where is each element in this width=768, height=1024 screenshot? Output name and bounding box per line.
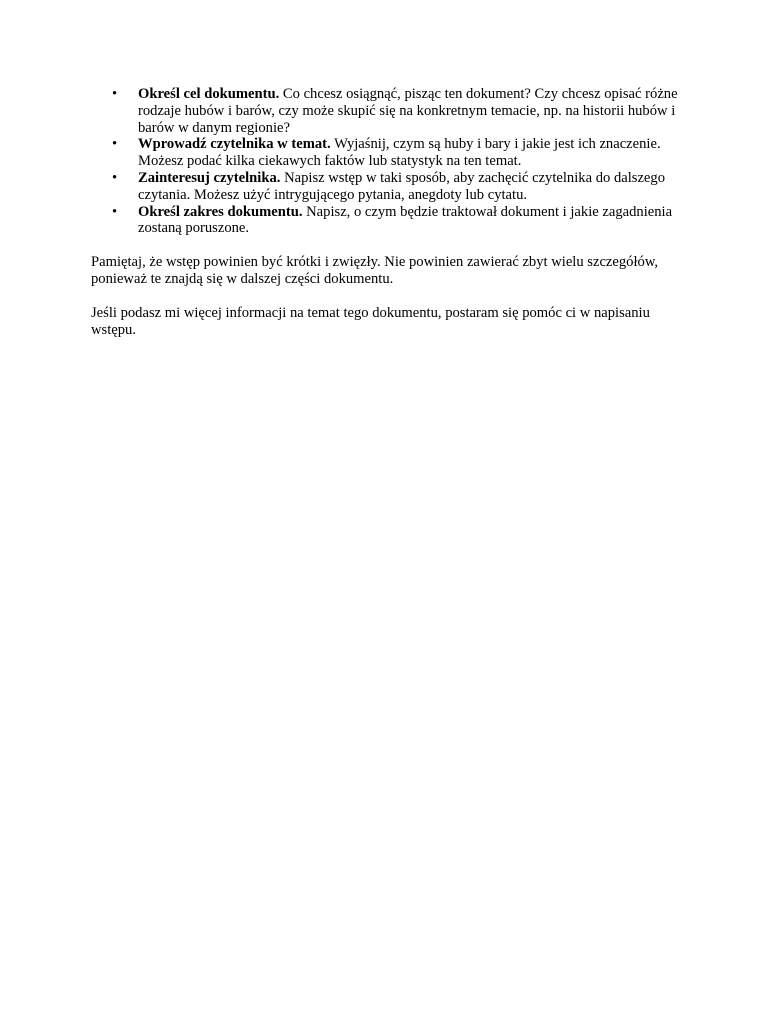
- spacer: [91, 288, 681, 305]
- bullet-icon: •: [112, 169, 118, 186]
- spacer: [91, 237, 681, 254]
- bullet-term: Określ cel dokumentu.: [138, 86, 280, 102]
- bullet-term: Określ zakres dokumentu.: [138, 203, 303, 220]
- bullet-list: [91, 86, 681, 237]
- bullet-text: Napisz wstęp w taki sposób, aby zachęcić czytelnika do dalszego czytania. Możesz użyć intrygującego pytania, anegdoty lub cytatu.: [138, 169, 666, 203]
- bullet-icon: •: [112, 136, 118, 153]
- document-page: [91, 86, 681, 338]
- bullet-text: Napisz, o czym będzie traktował dokument i jakie zagadnienia zostaną poruszone.: [138, 203, 673, 237]
- list-item: [91, 170, 681, 204]
- bullet-term: Wprowadź czytelnika w temat.: [138, 136, 331, 153]
- bullet-text: Wyjaśnij, czym są huby i bary i jakie jest ich znaczenie. Możesz podać kilka ciekawych faktów lub statystyk na ten temat.: [138, 136, 661, 170]
- paragraph-reminder: Pamiętaj, że wstęp powinien być krótki i zwięzły. Nie powinien zawierać zbyt wielu szczegółów, ponieważ te znajdą się w dalszej części dokumentu.: [91, 254, 659, 287]
- list-item: [91, 204, 681, 238]
- list-item: [91, 86, 681, 136]
- list-item: [91, 136, 681, 170]
- paragraph-offer: Jeśli podasz mi więcej informacji na temat tego dokumentu, postaram się pomóc ci w napisaniu wstępu.: [91, 304, 650, 338]
- bullet-term: Zainteresuj czytelnika.: [138, 169, 281, 186]
- bullet-icon: •: [112, 203, 118, 220]
- bullet-text: Co chcesz osiągnąć, pisząc ten dokument? Czy chcesz opisać różne rodzaje hubów i barów, czy może skupić się na konkretnym temacie, np. na historii hubów i barów w danym regionie?: [138, 86, 678, 136]
- bullet-icon: •: [112, 86, 118, 102]
